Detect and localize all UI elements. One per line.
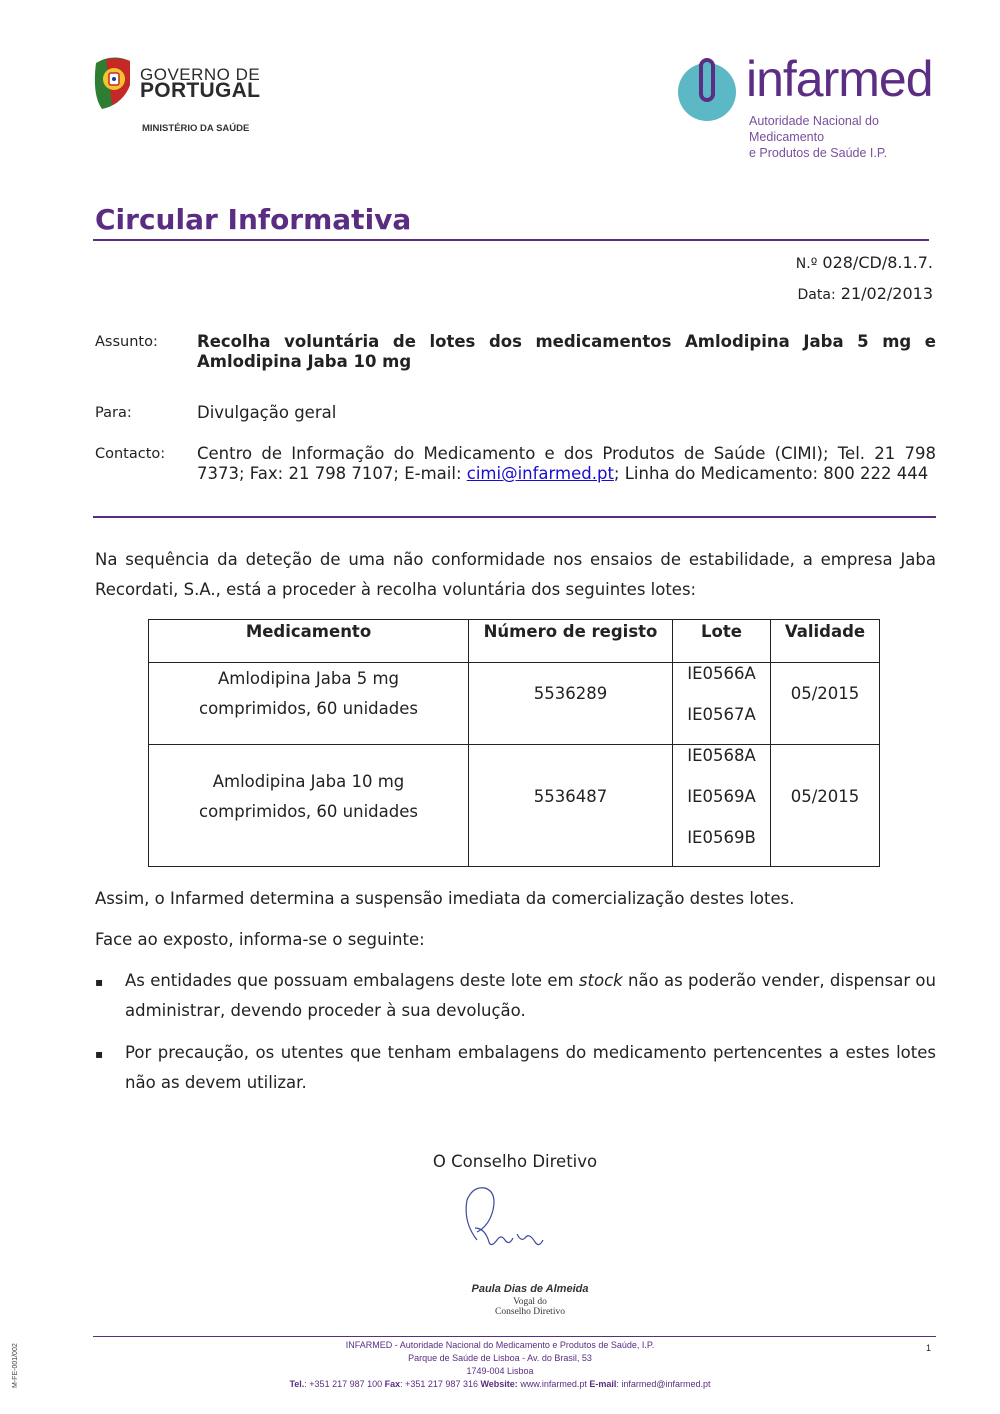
- table-cell-lot: IE0568A: [687, 746, 756, 765]
- table-cell-validity: 05/2015: [790, 684, 860, 703]
- footer-divider: [93, 1336, 936, 1337]
- table-cell-lot: IE0569A: [687, 787, 756, 806]
- suspension-paragraph: Assim, o Infarmed determina a suspensão imediata da comercialização destes lotes.: [95, 889, 795, 908]
- bullet1-text-before: As entidades que possuam embalagens deste lote em: [125, 971, 579, 990]
- table-header-validity: Validade: [784, 622, 866, 641]
- footer-postcode: 1749-004 Lisboa: [466, 1366, 534, 1376]
- bullet-item-2: Por precaução, os utentes que tenham embalagens do medicamento pertencentes a estes lotes não as devem utilizar.: [125, 1043, 936, 1092]
- document-number-value: 028/CD/8.1.7.: [822, 253, 933, 272]
- footer-tel: : +351 217 987 100: [304, 1379, 385, 1389]
- form-code: M-FE-001/002: [12, 1343, 19, 1388]
- footer-email-label: E-mail: [589, 1379, 617, 1389]
- medicine-presentation: comprimidos, 60 unidades: [199, 699, 418, 718]
- footer-web: www.infarmed.pt: [517, 1379, 590, 1389]
- table-cell-lot: IE0569B: [687, 828, 756, 847]
- medicine-name: Amlodipina Jaba 5 mg: [217, 669, 400, 688]
- bullet-marker: ▪: [95, 1047, 104, 1061]
- table-cell-medicine: [149, 767, 468, 827]
- table-cell-registration: 5536487: [533, 787, 608, 806]
- to-label: Para:: [95, 405, 132, 421]
- medicine-name: Amlodipina Jaba 10 mg: [212, 772, 405, 791]
- footer-web-label: Website:: [480, 1379, 518, 1389]
- contact-label: Contacto:: [95, 446, 166, 462]
- document-number: [796, 253, 933, 272]
- table-header-lot: Lote: [701, 622, 742, 641]
- footer-fax: : +351 217 987 316: [400, 1379, 481, 1389]
- infarmed-logo: [676, 51, 936, 160]
- table-col-divider: [468, 620, 469, 866]
- bullet1-text-after: não as poderão vender, dispensar ou administrar, devendo proceder à sua devolução.: [125, 971, 936, 1020]
- infarmed-mark-icon: [676, 58, 738, 122]
- footer-contacts: [0, 1379, 1000, 1389]
- footer-fax-label: Fax: [384, 1379, 401, 1389]
- contact-value: [197, 444, 936, 484]
- gov-logo-line1: GOVERNO DE: [140, 65, 261, 84]
- closing-board: O Conselho Diretivo: [432, 1152, 598, 1171]
- document-date-value: 21/02/2013: [840, 284, 933, 303]
- table-cell-registration: 5536289: [533, 684, 608, 703]
- to-value: Divulgação geral: [197, 403, 337, 422]
- bullet-marker: ▪: [95, 975, 104, 989]
- table-cell-medicine: [149, 664, 468, 724]
- gov-logo-ministry: MINISTÉRIO DA SAÚDE: [142, 123, 250, 134]
- table-cell-lot: IE0567A: [687, 705, 756, 724]
- page-number: 1: [926, 1343, 932, 1353]
- document-number-label: N.º: [795, 256, 818, 272]
- contact-email-link[interactable]: cimi@infarmed.pt: [466, 464, 614, 483]
- contact-text-after: ; Linha do Medicamento: 800 222 444: [613, 464, 929, 483]
- signatory-role-line1: Vogal do: [513, 1297, 547, 1307]
- meta-divider: [93, 516, 936, 518]
- signatory-name: Paula Dias de Almeida: [471, 1283, 589, 1295]
- document-title: Circular Informativa: [95, 203, 412, 236]
- recall-table: [148, 619, 880, 867]
- title-divider: [93, 239, 929, 241]
- governo-de-portugal-logo: [92, 55, 267, 140]
- contact-text-before: Centro de Informação do Medicamento e dos Produtos de Saúde (CIMI); Tel. 21 798 7373; Fax: 21 798 7107; E-mail:: [197, 444, 936, 483]
- medicine-presentation: comprimidos, 60 unidades: [199, 802, 418, 821]
- subject-label: Assunto:: [95, 334, 158, 350]
- signatory-role-line2: Conselho Diretivo: [495, 1307, 565, 1317]
- infarmed-subtitle: Autoridade Nacional do Medicamento e Produtos de Saúde I.P.: [749, 114, 888, 160]
- table-col-divider: [770, 620, 771, 866]
- bullet-item-1: [125, 966, 936, 1026]
- footer-email: : infarmed@infarmed.pt: [616, 1379, 711, 1389]
- footer-address: Parque de Saúde de Lisboa - Av. do Brasil, 53: [408, 1353, 592, 1363]
- followup-paragraph: Face ao exposto, informa-se o seguinte:: [95, 930, 425, 949]
- portugal-coat-of-arms-icon: [92, 55, 132, 111]
- footer-organization: INFARMED - Autoridade Nacional do Medicamento e Produtos de Saúde, I.P.: [345, 1340, 655, 1350]
- subject-value: Recolha voluntária de lotes dos medicamentos Amlodipina Jaba 5 mg e Amlodipina Jaba 10 mg: [197, 332, 936, 371]
- table-cell-validity: 05/2015: [790, 787, 860, 806]
- intro-paragraph: Na sequência da deteção de uma não conformidade nos ensaios de estabilidade, a empresa Jaba Recordati, S.A., está a proceder à recolha voluntária dos seguintes lotes:: [95, 550, 936, 599]
- table-header-registration: Número de registo: [483, 622, 658, 641]
- table-header-medicine: Medicamento: [245, 622, 372, 641]
- document-date: [798, 284, 933, 303]
- infarmed-wordmark: infarmed: [746, 51, 933, 107]
- table-cell-lot: IE0566A: [687, 664, 756, 683]
- handwritten-signature: [455, 1182, 550, 1257]
- footer-tel-label: Tel.: [289, 1379, 305, 1389]
- bullet1-italic: stock: [578, 971, 623, 990]
- document-date-label: Data:: [797, 287, 836, 303]
- gov-logo-line2: PORTUGAL: [140, 79, 261, 102]
